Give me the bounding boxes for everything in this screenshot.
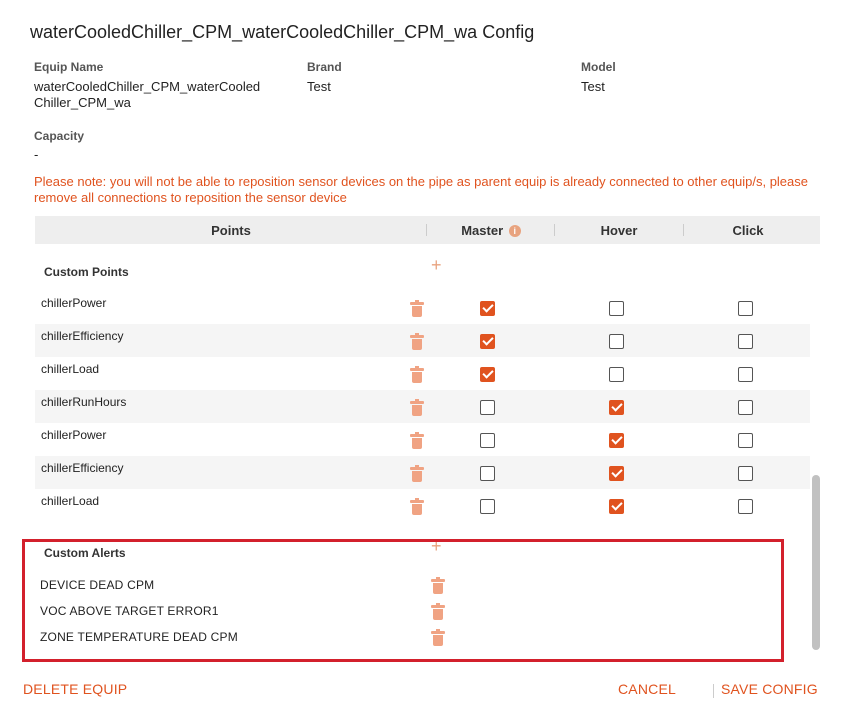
- footer-divider: [713, 684, 714, 698]
- hover-checkbox[interactable]: [609, 433, 624, 448]
- master-checkbox[interactable]: [480, 301, 495, 316]
- model-value: Test: [581, 79, 605, 94]
- point-name: chillerRunHours: [41, 395, 127, 409]
- dialog-title: waterCooledChiller_CPM_waterCooledChiller_CPM_wa Config: [30, 22, 535, 42]
- table-row: [35, 291, 810, 324]
- hover-checkbox[interactable]: [609, 367, 624, 382]
- click-checkbox[interactable]: [738, 334, 753, 349]
- save-config-button[interactable]: SAVE CONFIG: [721, 681, 818, 697]
- master-checkbox[interactable]: [480, 466, 495, 481]
- trash-icon[interactable]: [410, 466, 424, 482]
- header-master: [427, 223, 555, 238]
- custom-alerts-title: Custom Alerts: [44, 546, 126, 560]
- capacity-label: Capacity: [34, 129, 85, 143]
- brand-value: Test: [307, 79, 331, 94]
- trash-icon[interactable]: [410, 367, 424, 383]
- header-hover: Hover: [600, 223, 638, 238]
- trash-icon[interactable]: [410, 400, 424, 416]
- custom-alerts-highlight-box: [22, 536, 784, 662]
- trash-icon[interactable]: [410, 301, 424, 317]
- point-name: chillerEfficiency: [41, 461, 124, 475]
- hover-checkbox[interactable]: [609, 499, 624, 514]
- info-icon[interactable]: i: [509, 225, 521, 237]
- table-row: [35, 390, 810, 423]
- reposition-warning-note: Please note: you will not be able to reposition sensor devices on the pipe as parent equip is already connected to other equip/s, please remove all connections to reposition the sensor device: [34, 174, 809, 205]
- table-row: [35, 423, 810, 456]
- add-custom-alert-icon[interactable]: +: [431, 536, 442, 556]
- add-custom-point-icon[interactable]: +: [431, 255, 442, 275]
- cancel-button[interactable]: CANCEL: [618, 681, 676, 697]
- alert-name: VOC ABOVE TARGET ERROR1: [40, 604, 219, 618]
- table-row: [35, 456, 810, 489]
- point-name: chillerLoad: [41, 362, 100, 376]
- hover-checkbox[interactable]: [609, 400, 624, 415]
- brand-label: Brand: [307, 60, 342, 74]
- table-row: [35, 357, 810, 390]
- equip-name-value-line2: Chiller_CPM_wa: [34, 95, 131, 110]
- header-click: Click: [732, 223, 764, 238]
- hover-checkbox[interactable]: [609, 466, 624, 481]
- click-checkbox[interactable]: [738, 367, 753, 382]
- master-checkbox[interactable]: [480, 400, 495, 415]
- click-checkbox[interactable]: [738, 400, 753, 415]
- hover-checkbox[interactable]: [609, 334, 624, 349]
- master-checkbox[interactable]: [480, 433, 495, 448]
- master-checkbox[interactable]: [480, 334, 495, 349]
- point-name: chillerPower: [41, 428, 107, 442]
- click-checkbox[interactable]: [738, 301, 753, 316]
- delete-equip-button[interactable]: DELETE EQUIP: [23, 681, 128, 697]
- click-checkbox[interactable]: [738, 499, 753, 514]
- trash-icon[interactable]: [410, 499, 424, 515]
- config-dialog: [8, 0, 836, 720]
- trash-icon[interactable]: [410, 334, 424, 350]
- trash-icon[interactable]: [410, 433, 424, 449]
- equip-name-label: Equip Name: [34, 60, 104, 74]
- points-table-header: [35, 216, 820, 244]
- table-row: [35, 324, 810, 357]
- equip-name-value-line1: waterCooledChiller_CPM_waterCooled: [34, 79, 261, 94]
- point-name: chillerEfficiency: [41, 329, 124, 343]
- master-checkbox[interactable]: [480, 367, 495, 382]
- header-master-label: Master: [461, 223, 504, 238]
- capacity-value: -: [34, 147, 39, 162]
- point-name: chillerPower: [41, 296, 107, 310]
- custom-points-title: Custom Points: [44, 265, 129, 279]
- hover-checkbox[interactable]: [609, 301, 624, 316]
- model-label: Model: [581, 60, 616, 74]
- alert-name: DEVICE DEAD CPM: [40, 578, 155, 592]
- table-row: [35, 489, 810, 522]
- point-name: chillerLoad: [41, 494, 100, 508]
- click-checkbox[interactable]: [738, 466, 753, 481]
- scrollbar-thumb[interactable]: [812, 475, 820, 650]
- master-checkbox[interactable]: [480, 499, 495, 514]
- click-checkbox[interactable]: [738, 433, 753, 448]
- header-points: Points: [211, 223, 251, 238]
- alert-name: ZONE TEMPERATURE DEAD CPM: [40, 630, 238, 644]
